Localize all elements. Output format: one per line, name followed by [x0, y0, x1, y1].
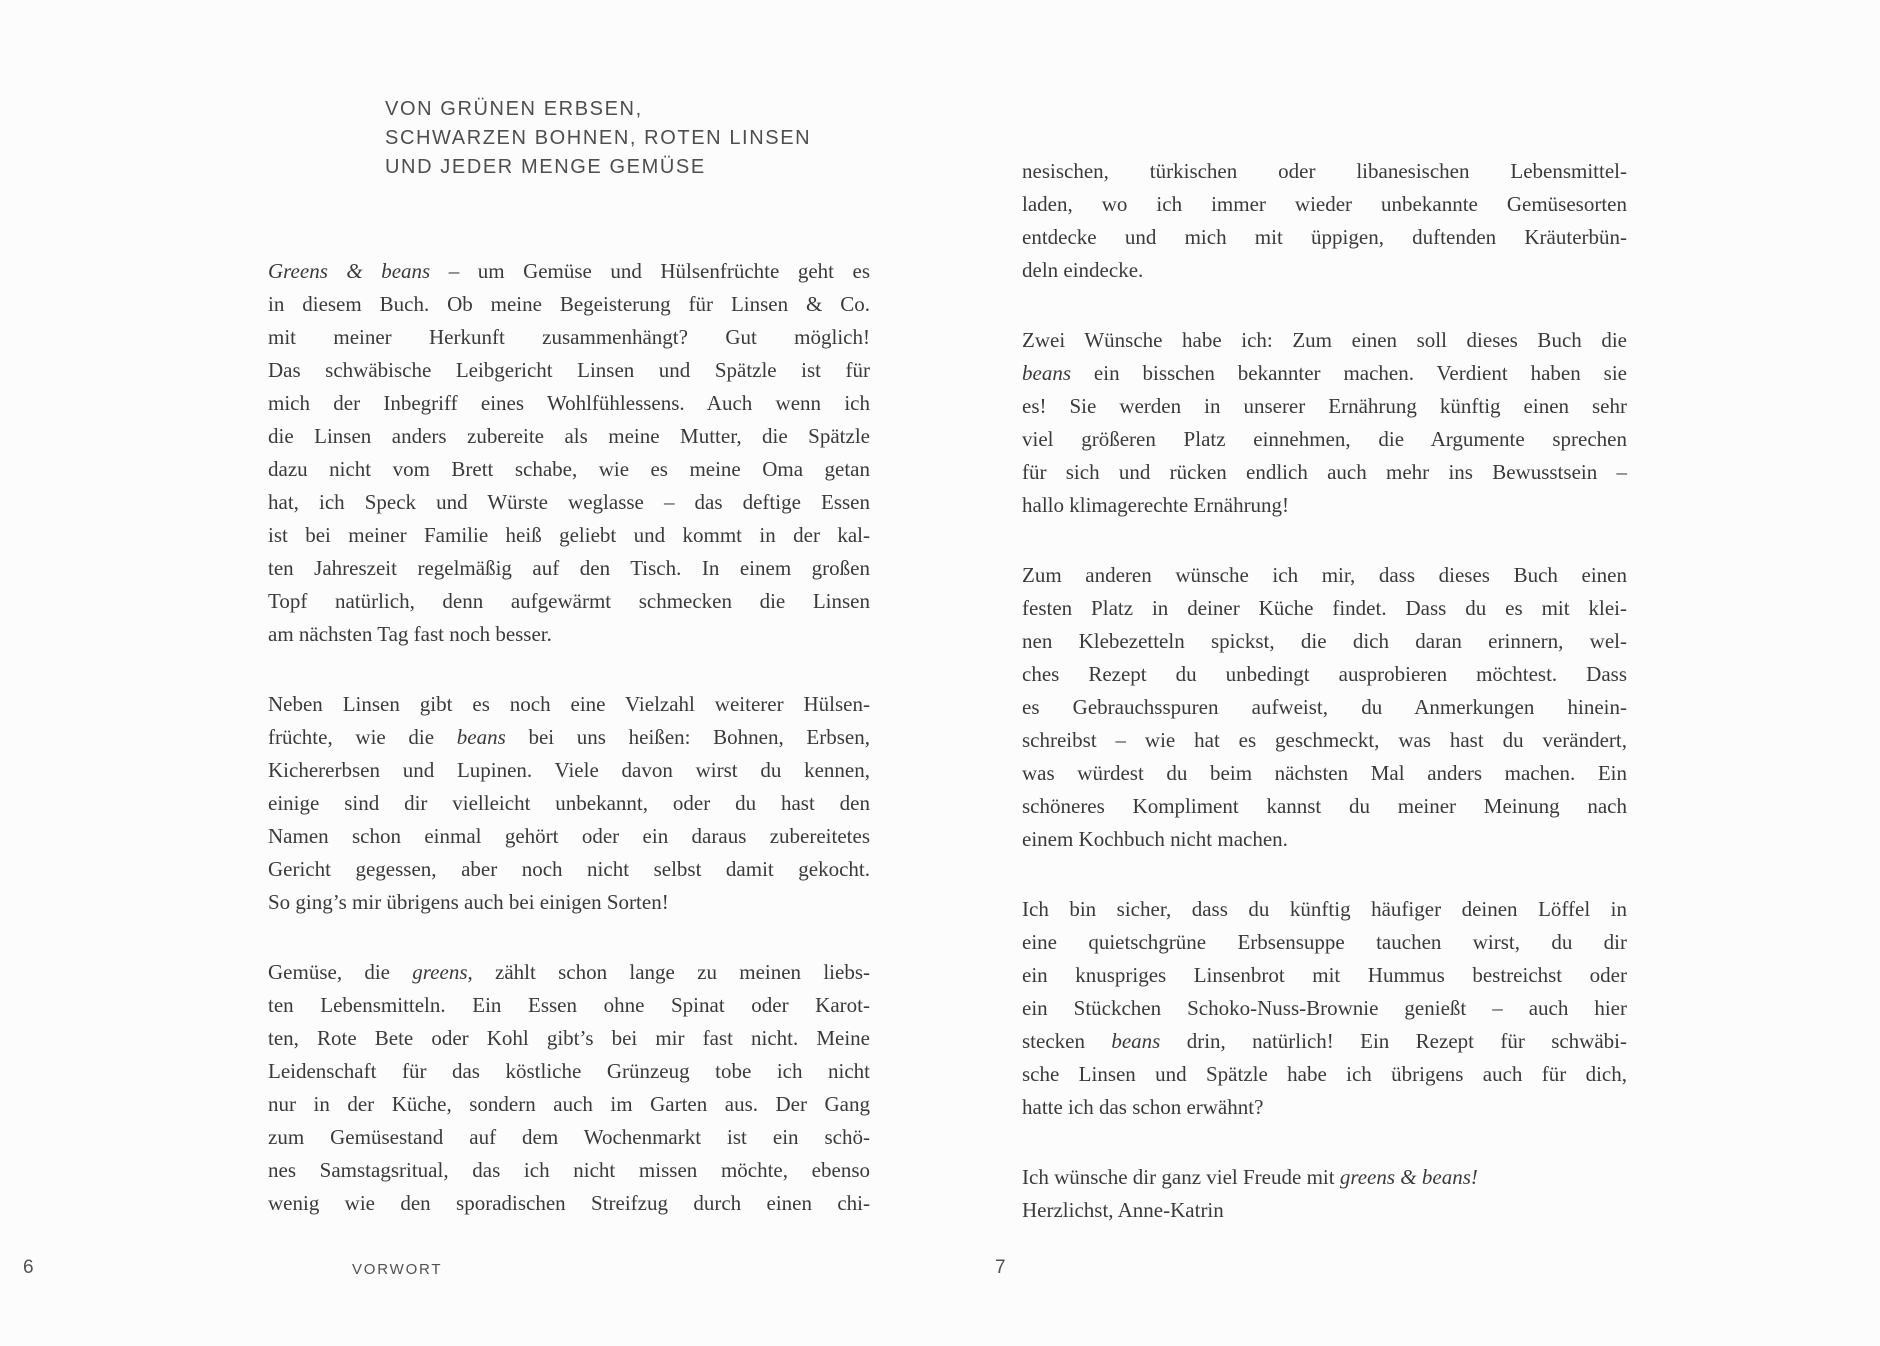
text-line: zum Gemüsestand auf dem Wochenmarkt ist ein schö-: [268, 1125, 870, 1149]
text-line: Topf natürlich, denn aufgewärmt schmecken die Linsen: [268, 589, 870, 613]
text-line: einem Kochbuch nicht machen.: [1022, 827, 1288, 851]
text-line: ein knuspriges Linsenbrot mit Hummus bestreichst oder: [1022, 963, 1627, 987]
left-page-body: [268, 255, 870, 1220]
text-line: mit meiner Herkunft zusammenhängt? Gut möglich!: [268, 325, 870, 349]
text-line: ein Stückchen Schoko-Nuss-Brownie genießt – auch hier: [1022, 996, 1627, 1020]
text-line: früchte, wie die beans bei uns heißen: Bohnen, Erbsen,: [268, 725, 870, 749]
paragraph: [268, 255, 870, 651]
text-line: deln eindecke.: [1022, 258, 1144, 282]
text-line: Das schwäbische Leibgericht Linsen und Spätzle ist für: [268, 358, 870, 382]
text-line: sche Linsen und Spätzle habe ich übrigens auch für dich,: [1022, 1062, 1627, 1086]
text-line: schöneres Kompliment kannst du meiner Meinung nach: [1022, 794, 1627, 818]
text-line: hat, ich Speck und Würste weglasse – das deftige Essen: [268, 490, 870, 514]
text-line: Greens & beans – um Gemüse und Hülsenfrüchte geht es: [268, 259, 870, 283]
chapter-heading-line-3: UND JEDER MENGE GEMÜSE: [385, 156, 706, 178]
paragraph: [1022, 324, 1627, 522]
paragraph: [268, 688, 870, 919]
text-line: die Linsen anders zubereite als meine Mutter, die Spätzle: [268, 424, 870, 448]
text-line: nen Klebezetteln spickst, die dich daran erinnern, wel-: [1022, 629, 1627, 653]
text-line: eine quietschgrüne Erbsensuppe tauchen wirst, du dir: [1022, 930, 1627, 954]
paragraph: [1022, 559, 1627, 856]
text-line: Gemüse, die greens, zählt schon lange zu meinen liebs-: [268, 960, 870, 984]
text-line: schreibst – wie hat es geschmeckt, was hast du verändert,: [1022, 728, 1627, 752]
text-line: es Gebrauchsspuren aufweist, du Anmerkungen hinein-: [1022, 695, 1627, 719]
text-line: Zum anderen wünsche ich mir, dass dieses Buch einen: [1022, 563, 1627, 587]
text-line: am nächsten Tag fast noch besser.: [268, 622, 552, 646]
text-line: ist bei meiner Familie heiß geliebt und kommt in der kal-: [268, 523, 870, 547]
text-line: Ich wünsche dir ganz viel Freude mit greens & beans!: [1022, 1165, 1478, 1189]
text-line: Herzlichst, Anne-Katrin: [1022, 1198, 1224, 1222]
paragraph: [1022, 1161, 1627, 1227]
text-line: ten Jahreszeit regelmäßig auf den Tisch. In einem großen: [268, 556, 870, 580]
text-line: dazu nicht vom Brett schabe, wie es meine Oma getan: [268, 457, 870, 481]
chapter-heading: [385, 95, 811, 182]
chapter-heading-line-1: VON GRÜNEN ERBSEN,: [385, 98, 643, 120]
text-line: nes Samstagsritual, das ich nicht missen möchte, ebenso: [268, 1158, 870, 1182]
right-page-body: [1022, 155, 1627, 1227]
text-line: Zwei Wünsche habe ich: Zum einen soll dieses Buch die: [1022, 328, 1627, 352]
paragraph: [1022, 893, 1627, 1124]
text-line: nur in der Küche, sondern auch im Garten aus. Der Gang: [268, 1092, 870, 1116]
italic-phrase: Greens & beans: [268, 259, 431, 283]
chapter-heading-line-2: SCHWARZEN BOHNEN, ROTEN LINSEN: [385, 127, 812, 149]
text-line: Gericht gegessen, aber noch nicht selbst damit gekocht.: [268, 857, 870, 881]
paragraph: [1022, 155, 1627, 287]
text-line: laden, wo ich immer wieder unbekannte Gemüsesorten: [1022, 192, 1627, 216]
page-number-left: 6: [23, 1257, 34, 1278]
italic-phrase: greens & beans!: [1339, 1165, 1478, 1189]
text-line: Leidenschaft für das köstliche Grünzeug tobe ich nicht: [268, 1059, 870, 1083]
text-line: Namen schon einmal gehört oder ein daraus zubereitetes: [268, 824, 870, 848]
text-line: wenig wie den sporadischen Streifzug durch einen chi-: [268, 1191, 870, 1215]
text-line: nesischen, türkischen oder libanesischen Lebensmittel-: [1022, 159, 1627, 183]
text-line: ten, Rote Bete oder Kohl gibt’s bei mir fast nicht. Meine: [268, 1026, 870, 1050]
text-line: entdecke und mich mit üppigen, duftenden Kräuterbün-: [1022, 225, 1627, 249]
text-line: viel größeren Platz einnehmen, die Argumente sprechen: [1022, 427, 1627, 451]
text-line: beans ein bisschen bekannter machen. Verdient haben sie: [1022, 361, 1627, 385]
page-number-right: 7: [995, 1257, 1006, 1278]
text-line: es! Sie werden in unserer Ernährung künftig einen sehr: [1022, 394, 1627, 418]
text-line: einige sind dir vielleicht unbekannt, oder du hast den: [268, 791, 870, 815]
text-line: ten Lebensmitteln. Ein Essen ohne Spinat oder Karot-: [268, 993, 870, 1017]
italic-phrase: greens: [412, 960, 468, 984]
text-line: hatte ich das schon erwähnt?: [1022, 1095, 1264, 1119]
text-line: mich der Inbegriff eines Wohlfühlessens. Auch wenn ich: [268, 391, 870, 415]
paragraph: [268, 956, 870, 1220]
italic-phrase: beans: [1022, 361, 1071, 385]
text-line: für sich und rücken endlich auch mehr ins Bewusstsein –: [1022, 460, 1627, 484]
text-line: was würdest du beim nächsten Mal anders machen. Ein: [1022, 761, 1627, 785]
text-line: So ging’s mir übrigens auch bei einigen Sorten!: [268, 890, 669, 914]
italic-phrase: beans: [1111, 1029, 1161, 1053]
running-footer-section-label: VORWORT: [352, 1261, 443, 1278]
text-line: hallo klimagerechte Ernährung!: [1022, 493, 1290, 517]
italic-phrase: beans: [456, 725, 506, 749]
text-line: Neben Linsen gibt es noch eine Vielzahl weiterer Hülsen-: [268, 692, 870, 716]
text-line: ches Rezept du unbedingt ausprobieren möchtest. Dass: [1022, 662, 1627, 686]
text-line: stecken beans drin, natürlich! Ein Rezept für schwäbi-: [1022, 1029, 1627, 1053]
text-line: Kichererbsen und Lupinen. Viele davon wirst du kennen,: [268, 758, 870, 782]
text-line: in diesem Buch. Ob meine Begeisterung für Linsen & Co.: [268, 292, 870, 316]
text-line: festen Platz in deiner Küche findet. Dass du es mit klei-: [1022, 596, 1627, 620]
text-line: Ich bin sicher, dass du künftig häufiger deinen Löffel in: [1022, 897, 1627, 921]
